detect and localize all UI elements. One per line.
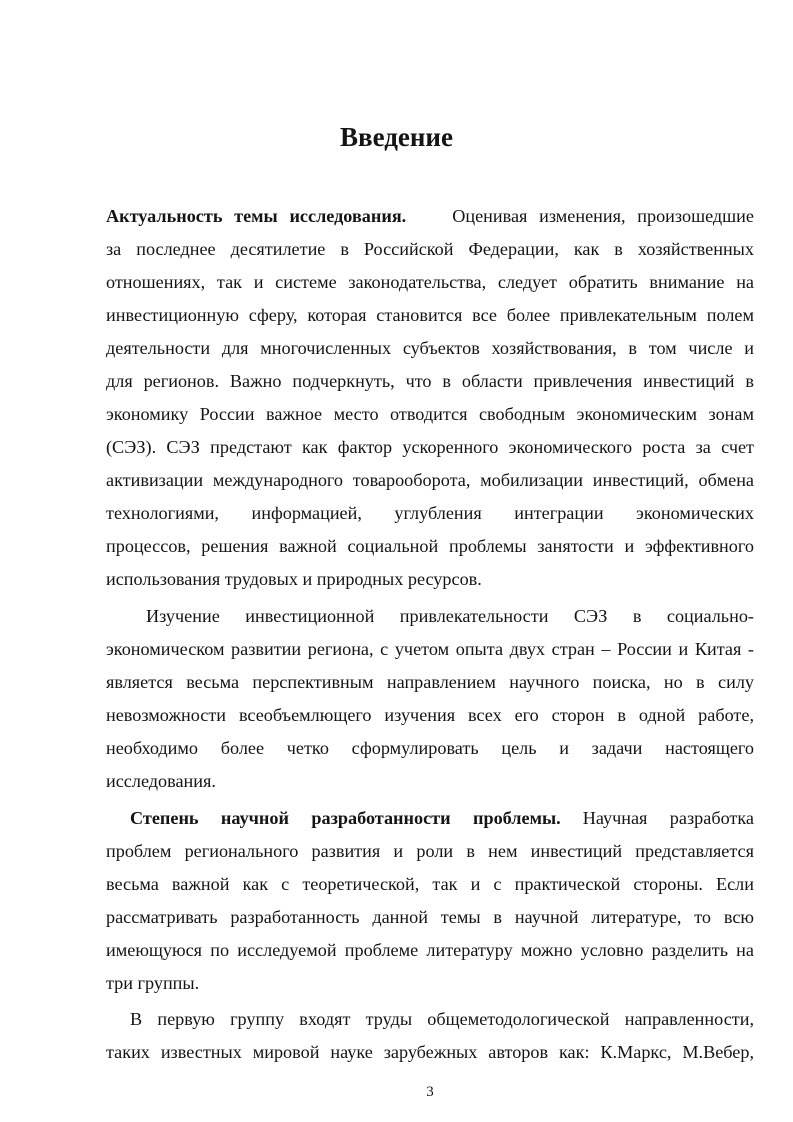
paragraph-line: отношениях, так и системе законодательства, следует обратить внимание на: [106, 272, 754, 292]
paragraph-line: исследования.: [106, 771, 216, 791]
paragraph-line: деятельности для многочисленных субъектов хозяйствования, в том числе и: [106, 338, 754, 358]
paragraph-line: весьма важной как с теоретической, так и с практической стороны. Если: [106, 874, 754, 894]
paragraph-line: процессов, решения важной социальной проблемы занятости и эффективного: [106, 536, 754, 556]
paragraph-line: технологиями, информацией, углубления интеграции экономических: [106, 503, 754, 523]
research-degree-heading: Степень научной разработанности проблемы.: [130, 808, 561, 828]
paragraph-line: экономическом развитии региона, с учетом опыта двух стран – России и Китая -: [106, 639, 754, 659]
paragraph-line: для регионов. Важно подчеркнуть, что в области привлечения инвестиций в: [106, 371, 754, 391]
paragraph-line: инвестиционную сферу, которая становится все более привлекательным полем: [106, 305, 754, 325]
paragraph-line: таких известных мировой науке зарубежных авторов как: К.Маркс, М.Вебер,: [106, 1042, 754, 1062]
paragraph-line: является весьма перспективным направлением научного поиска, но в силу: [106, 672, 754, 692]
paragraph-line: (СЭЗ). СЭЗ предстают как фактор ускоренного экономического роста за счет: [106, 437, 754, 457]
paragraph-line: проблем регионального развития и роли в нем инвестиций представляется: [106, 841, 754, 861]
paragraph-line: три группы.: [106, 973, 200, 993]
paragraph-line-text: Научная разработка: [582, 808, 755, 828]
paragraph-line: рассматривать разработанность данной темы в научной литературе, то всю: [106, 907, 754, 927]
paragraph-line: [130, 802, 754, 835]
paragraph-line: невозможности всеобъемлющего изучения всех его сторон в одной работе,: [106, 705, 754, 725]
paragraph-line: за последнее десятилетие в Российской Федерации, как в хозяйственных: [106, 239, 754, 259]
paragraph-line: использования трудовых и природных ресурсов.: [106, 569, 482, 589]
page-number: 3: [426, 1084, 434, 1100]
page-title: Введение: [340, 122, 453, 152]
paragraph-line: В первую группу входят труды общеметодологической направленности,: [130, 1009, 754, 1029]
paragraph-line: Изучение инвестиционной привлекательности СЭЗ в социально-: [146, 606, 754, 626]
paragraph-line: необходимо более четко сформулировать цель и задачи настоящего: [106, 738, 754, 758]
paragraph-line-text: Оценивая изменения, произошедшие: [452, 206, 754, 226]
paragraph-line: имеющуюся по исследуемой проблеме литературу можно условно разделить на: [106, 940, 754, 960]
relevance-heading: Актуальность темы исследования.: [106, 206, 407, 226]
paragraph-line: активизации международного товарооборота, мобилизации инвестиций, обмена: [106, 470, 754, 490]
paragraph-line: экономику России важное место отводится свободным экономическим зонам: [106, 404, 754, 424]
paragraph-line: [106, 200, 754, 233]
